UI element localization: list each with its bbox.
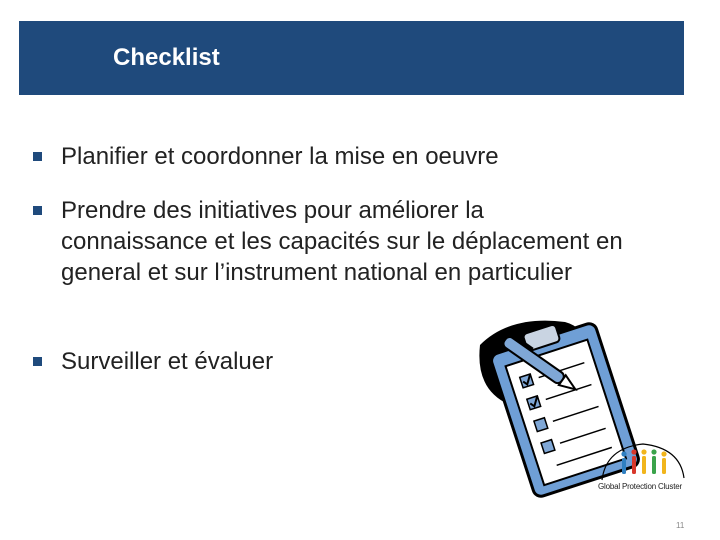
page-number: 11 — [676, 521, 685, 530]
bullet-text: Surveiller et évaluer — [61, 348, 274, 375]
square-bullet-icon — [33, 206, 42, 215]
slide-title: Checklist — [113, 44, 220, 71]
bullet-item-planifier — [33, 141, 623, 172]
square-bullet-icon — [33, 357, 42, 366]
bullet-text: Planifier et coordonner la mise en oeuvre — [61, 143, 499, 170]
bullet-item-initiatives — [33, 195, 623, 288]
logo-text: Global Protection Cluster — [598, 482, 682, 491]
square-bullet-icon — [33, 152, 42, 161]
bullet-text: Prendre des initiatives pour améliorer la connaissance et les capacités sur le déplacement en general et sur l’instrument national en particulier — [61, 197, 623, 286]
